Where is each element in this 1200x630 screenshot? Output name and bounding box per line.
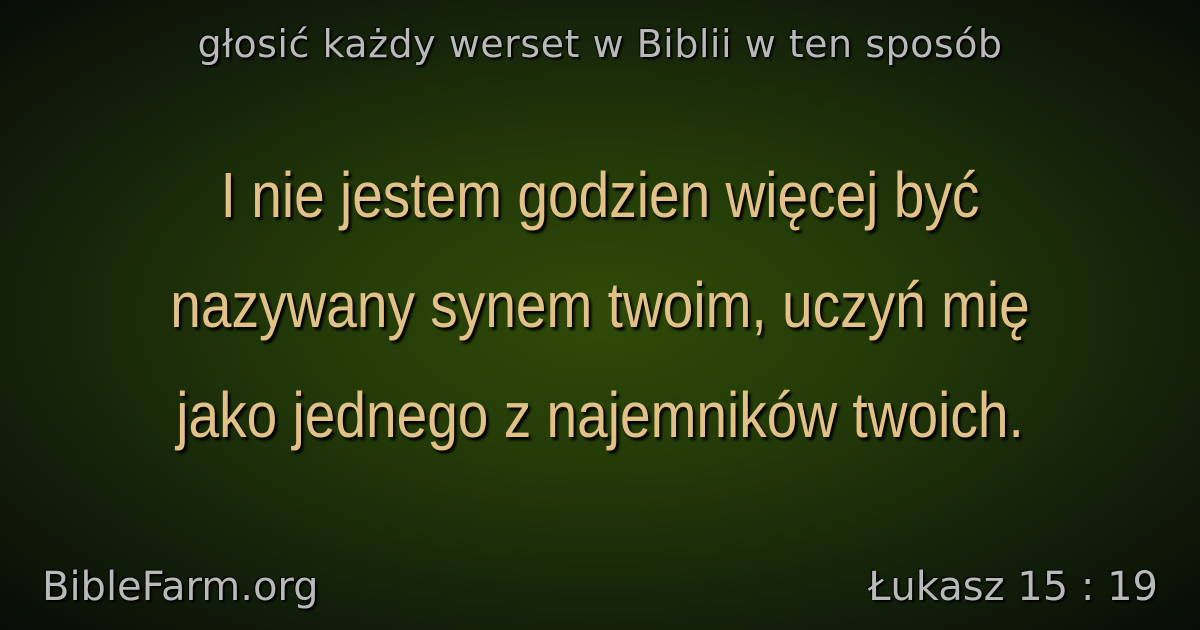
verse-reference: Łukasz 15 : 19 [867,564,1158,610]
verse-line-3: jako jednego z najemników twoich. [176,379,1024,451]
verse-line-1: I nie jestem godzien więcej być [220,159,980,231]
verse-text [118,140,1081,470]
tagline: głosić każdy werset w Biblii w ten sposób [197,22,1003,66]
site-name: BibleFarm.org [42,564,319,610]
verse-line-2: nazywany synem twoim, uczyń mię [170,269,1030,341]
